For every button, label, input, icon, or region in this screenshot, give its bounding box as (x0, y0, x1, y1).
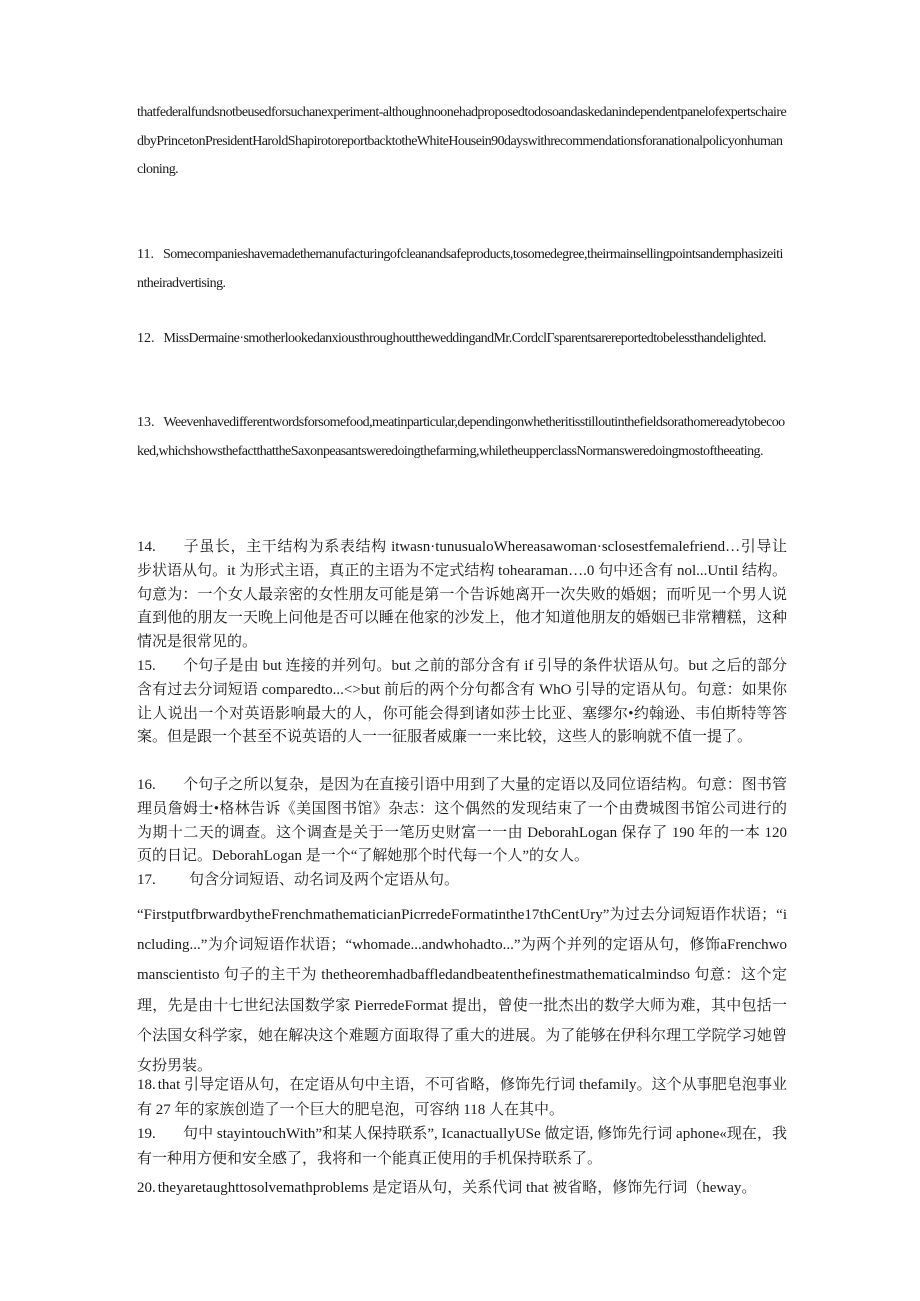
analysis-16 (137, 774, 787, 869)
analysis-text: 个句子是由 but 连接的并列句。but 之前的部分含有 if 引导的条件状语从句。but 之后的部分含有过去分词短语 comparedto...<>but 前后的两个分句都含有 WhO 引导的定语从句。句意：如果你让人说出一个对英语影响最大的人，你可能会得到诸如莎士比亚、塞缪尔•约翰逊、韦伯斯特等答案。但是跟一个甚至不说英语的人一一征服者威廉一一来比较，这些人的影响就不值一提了。 (137, 658, 787, 746)
analysis-14 (137, 536, 787, 655)
analysis-heading: 句含分词短语、动名词及两个定语从句。 (189, 872, 460, 888)
analysis-15 (137, 655, 787, 750)
analysis-number: 18. (137, 1077, 156, 1093)
sentence-number: 11. (137, 247, 154, 262)
analysis-text: 个句子之所以复杂，是因为在直接引语中用到了大量的定语以及同位语结构。句意：图书管理员詹姆士•格林告诉《美国图书馆》杂志：这个偶然的发现结束了一个由费城图书馆公司进行的为期十二天的调查。这个调查是关于一笔历史财富一一由 DeborahLogan 保存了 190 年的一本 120 页的日记。DeborahLogan 是一个“了解她那个时代每一个人”的女人。 (137, 777, 787, 865)
analysis-text: theyaretaughttosolvemathproblems 是定语从句，关系代词 that 被省略，修饰先行词（heway。 (157, 1180, 757, 1196)
sentence-number: 12. (137, 331, 155, 346)
analysis-18 (137, 1073, 787, 1123)
analysis-20 (137, 1176, 787, 1201)
sentence-13 (137, 409, 787, 466)
analysis-text: that 引导定语从句，在定语从句中主语，不可省略，修饰先行词 thefamily。这个从事肥皂泡事业有 27 年的家族创造了一个巨大的肥皂泡，可容纳 118 人在其中。 (137, 1077, 787, 1118)
sentence-text: MissDermaine·smotherlookedanxiousthroughouttheweddingandMr.CordclΓsparentsarereportedtobelessthandelighted. (163, 331, 766, 346)
sentence-text: thatfederalfundsnotbeusedforsuchanexperiment-​althoughnoonehadproposedtodosoandaskedanindependentpanelofexpertschairedbyPrincetonPresidentHaroldShapirotoreportbacktotheWhiteHousein90dayswithrecommendationsforanationalpolicyonhumancloning. (137, 105, 787, 177)
analysis-text: 句中 stayintouchWith”和某人保持联系”, IcanactuallyUSe 做定语, 修饰先行词 aphone«现在，我有一种用方便和安全感了，我将和一个能真正使用的手机保持联系了。 (137, 1126, 787, 1167)
sentence-text: Weevenhavedifferentwordsforsomefood,meatinparticular,dependingonwhetheritisstilloutinthefieldsorathomereadytobecooked,whichshowsthefactthattheSaxonpeasantsweredoingthefarming,whiletheupperclassNormansweredoingmostoftheeating. (137, 415, 785, 459)
analysis-17-heading (137, 869, 787, 893)
analysis-number: 19. (137, 1126, 156, 1142)
sentence-12 (137, 325, 787, 354)
analysis-17-body (137, 900, 787, 1081)
analysis-number: 15. (137, 658, 156, 674)
analysis-number: 20. (137, 1180, 156, 1196)
analysis-number: 14. (137, 539, 156, 555)
analysis-number: 16. (137, 777, 156, 793)
sentence-number: 13. (137, 415, 155, 430)
analysis-19 (137, 1122, 787, 1172)
analysis-number: 17. (137, 872, 156, 888)
sentence-text: Somecompanieshavemadethemanufacturingofcleanandsafeproducts,tosomedegree,theirmainsellingpointsandemphasizeitintheiradvertising. (137, 247, 783, 291)
analysis-text: 子虽长，主干结构为系表结构 itwasn·tunusualoWhereasawoman·sclosestfemalefriend…引导让步状语从句。it 为形式主语，真正的主语为不定式结构 tohearaman….0 句中还含有 nol...Until 结构。句意为：一个女人最亲密的女性朋友可能是第一个告诉她离开一次失败的婚姻；而听见一个男人说直到他的朋友一天晚上问他是否可以睡在他家的沙发上，他才知道他朋友的婚姻已非常糟糕，这种情况是很常见的。 (137, 539, 787, 651)
sentence-11 (137, 241, 787, 298)
analysis-text: “FirstputfbrwardbytheFrenchmathematicianPicrredeFormatinthe17thCentUry”为过去分词短语作状语；“including...”为介词短语作状语；“whomade...andwhohadto...”为两个并列的定语从句，修饰aFrenchwomanscientisto 句子的主干为 thetheoremhadbaffledandbeatenthefinestmathematicalmindso 句意：这个定理，先是由十七世纪法国数学家 PierredeFormat 提出，曾使一批杰出的数学大师为难，其中包括一个法国女科学家，她在解决这个难题方面取得了重大的进展。为了能够在伊科尔理工学院学习她曾女扮男装。 (137, 907, 787, 1075)
sentence-10-continuation (137, 99, 787, 185)
